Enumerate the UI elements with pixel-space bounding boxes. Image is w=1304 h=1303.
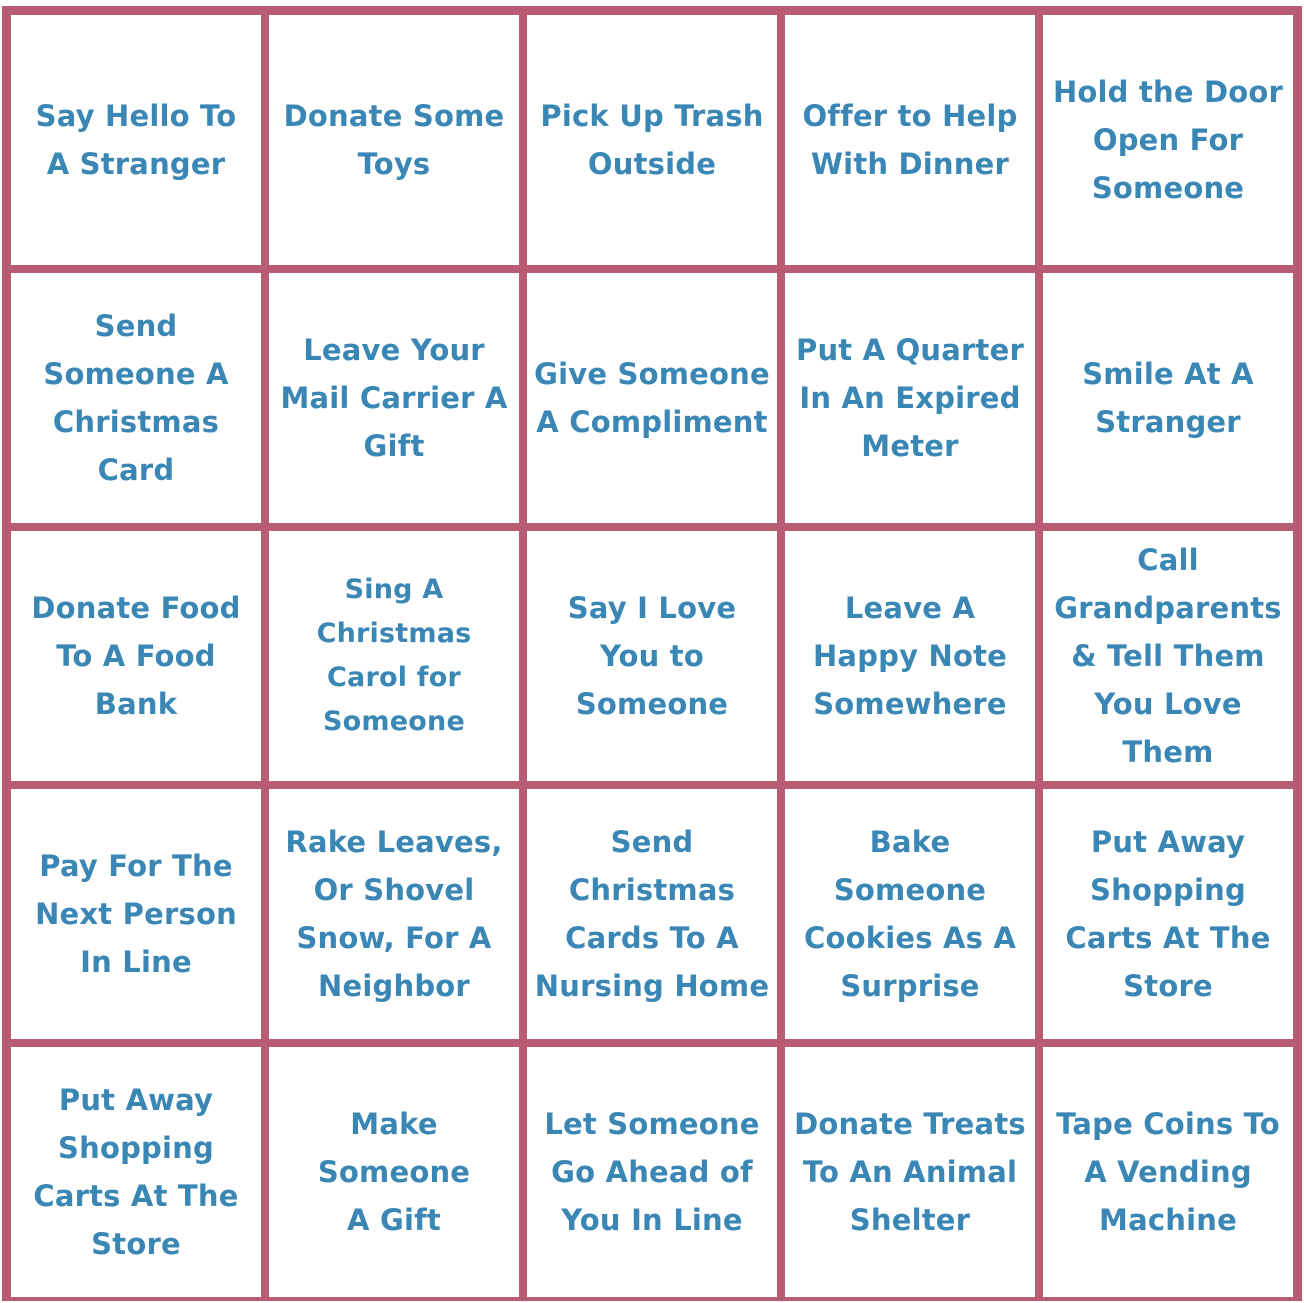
bingo-cell-shopping-carts-2[interactable]	[11, 1047, 261, 1297]
cell-label: Put Away Shopping Carts At The Store	[1065, 825, 1271, 1003]
bingo-cell-hold-door[interactable]	[1043, 15, 1293, 265]
cell-label: Offer to Help With Dinner	[802, 99, 1018, 181]
cell-label: Bake Someone Cookies As A Surprise	[803, 825, 1017, 1003]
cell-label: Call Grandparents & Tell Them You Love Them	[1054, 543, 1282, 769]
bingo-cell-vending-machine[interactable]	[1043, 1047, 1293, 1297]
bingo-cell-bake-cookies[interactable]	[785, 789, 1035, 1039]
bingo-cell-pay-next-person[interactable]	[11, 789, 261, 1039]
bingo-cell-pick-up-trash[interactable]	[527, 15, 777, 265]
cell-label: Hold the Door Open For Someone	[1052, 75, 1284, 205]
bingo-cell-shopping-carts[interactable]	[1043, 789, 1293, 1039]
cell-label: Sing A Christmas Carol for Someone	[316, 574, 472, 737]
cell-label: Rake Leaves, Or Shovel Snow, For A Neighbor	[285, 825, 503, 1003]
bingo-cell-rake-leaves[interactable]	[269, 789, 519, 1039]
cell-label: Make Someone A Gift	[317, 1107, 471, 1237]
bingo-cell-donate-toys[interactable]	[269, 15, 519, 265]
cell-label: Say I Love You to Someone	[567, 591, 737, 721]
cell-label: Leave Your Mail Carrier A Gift	[280, 333, 508, 463]
cell-label: Put A Quarter In An Expired Meter	[795, 333, 1024, 463]
cell-label: Tape Coins To A Vending Machine	[1056, 1107, 1280, 1237]
bingo-cell-make-gift[interactable]	[269, 1047, 519, 1297]
cell-label: Donate Treats To An Animal Shelter	[794, 1107, 1026, 1237]
bingo-cell-mail-carrier-gift[interactable]	[269, 273, 519, 523]
bingo-cell-help-dinner[interactable]	[785, 15, 1035, 265]
bingo-cell-say-hello[interactable]	[11, 15, 261, 265]
bingo-cell-happy-note[interactable]	[785, 531, 1035, 781]
bingo-cell-smile-stranger[interactable]	[1043, 273, 1293, 523]
cell-label: Leave A Happy Note Somewhere	[812, 591, 1008, 721]
cell-label: Send Christmas Cards To A Nursing Home	[534, 825, 770, 1003]
cell-label: Put Away Shopping Carts At The Store	[33, 1083, 239, 1261]
bingo-cell-christmas-card[interactable]	[11, 273, 261, 523]
cell-label: Pay For The Next Person In Line	[35, 849, 237, 979]
cell-label: Let Someone Go Ahead of You In Line	[544, 1107, 760, 1237]
bingo-cell-compliment[interactable]	[527, 273, 777, 523]
cell-label: Smile At A Stranger	[1082, 357, 1254, 439]
cell-label: Send Someone A Christmas Card	[43, 309, 229, 487]
cell-label: Pick Up Trash Outside	[540, 99, 764, 181]
bingo-cell-nursing-home-cards[interactable]	[527, 789, 777, 1039]
bingo-board	[2, 6, 1302, 1301]
bingo-cell-let-go-ahead[interactable]	[527, 1047, 777, 1297]
cell-label: Give Someone A Compliment	[534, 357, 770, 439]
bingo-cell-quarter-meter[interactable]	[785, 273, 1035, 523]
bingo-cell-animal-shelter[interactable]	[785, 1047, 1035, 1297]
bingo-cell-food-bank[interactable]	[11, 531, 261, 781]
bingo-cell-sing-carol[interactable]	[269, 531, 519, 781]
cell-label: Donate Food To A Food Bank	[31, 591, 241, 721]
cell-label: Say Hello To A Stranger	[35, 99, 237, 181]
bingo-cell-call-grandparents[interactable]	[1043, 531, 1293, 781]
bingo-cell-say-i-love-you[interactable]	[527, 531, 777, 781]
cell-label: Donate Some Toys	[283, 99, 505, 181]
